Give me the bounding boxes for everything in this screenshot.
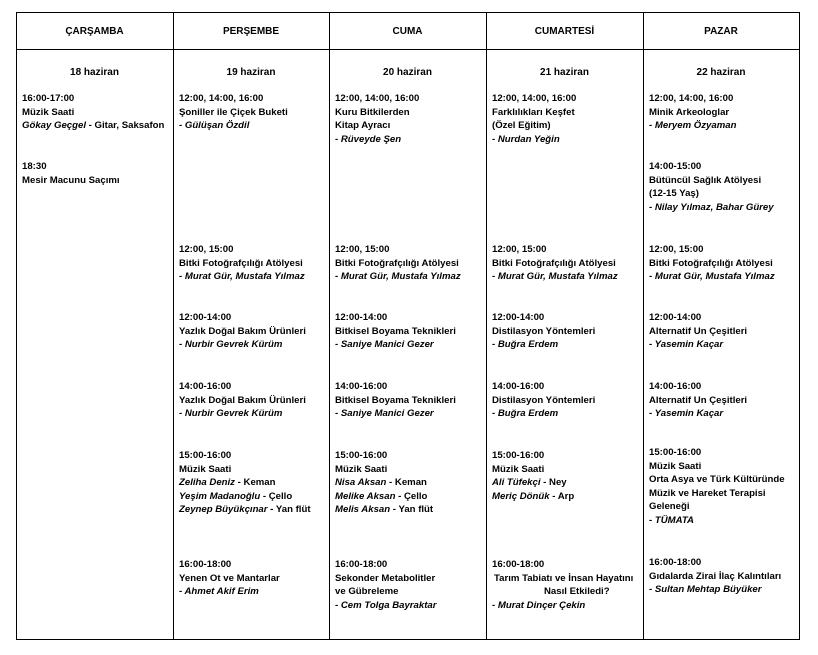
event-title: Distilasyon Yöntemleri [492, 394, 596, 406]
event-title-line2: (12-15 Yaş) [649, 188, 699, 199]
event-time: 12:00-14:00 [335, 312, 388, 323]
event-block [179, 92, 288, 133]
event-block [179, 243, 305, 284]
event-person: - Ahmet Akif Erim [179, 586, 259, 597]
event-title: Müzik Saati [179, 463, 232, 475]
event-title: Şoniller ile Çiçek Buketi [179, 106, 288, 118]
performer-name: Nisa Aksan [335, 477, 387, 488]
performer-name: Zeliha Deniz [179, 477, 235, 488]
column-divider [486, 12, 487, 640]
event-block [179, 311, 306, 352]
event-block [179, 449, 311, 517]
event-time: 12:00-14:00 [492, 312, 545, 323]
event-block [335, 380, 456, 421]
event-person: - Meryem Özyaman [649, 120, 737, 131]
event-block [649, 446, 785, 527]
event-title-line2: Kitap Ayracı [335, 120, 391, 131]
day-header-carsamba: ÇARŞAMBA [65, 26, 124, 37]
event-person: - Nilay Yılmaz, Bahar Gürey [649, 201, 774, 213]
performer-instrument: - Çello [395, 490, 428, 502]
performer-line [179, 476, 311, 490]
event-title: Distilasyon Yöntemleri [492, 325, 596, 337]
event-title: Mesir Macunu Saçımı [22, 174, 120, 186]
performer-name: Gökay Geçgel [22, 120, 86, 131]
performer-instrument: - Yan flüt [390, 504, 434, 515]
event-title-line4: Geleneği [649, 501, 690, 512]
event-block [492, 380, 595, 421]
event-title-line2: Orta Asya ve Türk Kültüründe [649, 474, 785, 485]
event-time: 16:00-18:00 [492, 559, 545, 570]
event-time: 16:00-17:00 [22, 93, 75, 104]
event-block [649, 556, 781, 597]
event-block [335, 243, 461, 284]
performer-instrument: - Yan flüt [267, 504, 311, 515]
column-divider [643, 12, 644, 640]
column-divider [329, 12, 330, 640]
event-time: 16:00-18:00 [649, 557, 702, 568]
performer-line [492, 490, 574, 504]
event-person: - Sultan Mehtap Büyüker [649, 584, 762, 595]
date-label: 20 haziran [383, 67, 432, 78]
event-person: - Murat Dinçer Çekin [492, 599, 586, 611]
event-time: 14:00-16:00 [335, 381, 388, 392]
event-block [492, 92, 576, 146]
event-title-line2: ve Gübreleme [335, 586, 399, 597]
event-person: - Nurbir Gevrek Kürüm [179, 339, 283, 350]
event-person: - TÜMATA [649, 514, 694, 526]
event-time: 16:00-18:00 [335, 559, 388, 570]
performer-instrument: - Keman [234, 477, 276, 488]
event-title: Bitki Fotoğrafçılığı Atölyesi [179, 257, 303, 269]
performer-name: Ali Tüfekçi [492, 477, 541, 488]
event-title: Sekonder Metabolitler [335, 572, 436, 584]
event-title: Bitki Fotoğrafçılığı Atölyesi [649, 257, 773, 269]
event-title: Yazlık Doğal Bakım Ürünleri [179, 325, 306, 337]
performer-line [335, 476, 433, 490]
schedule-table [16, 12, 800, 640]
performer-instrument: - Keman [386, 477, 427, 488]
event-title: Bitki Fotoğrafçılığı Atölyesi [492, 257, 616, 269]
event-person: - Cem Tolga Bayraktar [335, 599, 437, 611]
event-time: 12:00, 15:00 [492, 244, 547, 255]
event-block [649, 311, 747, 352]
event-block [492, 243, 618, 284]
event-block [335, 311, 456, 352]
event-title-line2: (Özel Eğitim) [492, 120, 551, 131]
event-time: 16:00-18:00 [179, 559, 232, 570]
performer-instrument: - Gitar, Saksafon [86, 120, 165, 131]
event-person: - Murat Gür, Mustafa Yılmaz [492, 271, 618, 282]
event-block [649, 92, 736, 133]
event-title: Bitki Fotoğrafçılığı Atölyesi [335, 257, 459, 269]
event-title-line2: Nasıl Etkiledi? [544, 586, 610, 597]
event-person: - Saniye Manici Gezer [335, 339, 434, 350]
performer-name: Yeşim Madanoğlu [179, 490, 261, 502]
event-time: 12:00, 14:00, 16:00 [179, 93, 264, 104]
date-label: 18 haziran [70, 67, 119, 78]
event-title: Gıdalarda Zirai İlaç Kalıntıları [649, 570, 782, 582]
event-title: Bitkisel Boyama Teknikleri [335, 325, 456, 337]
performer-instrument: - Çello [260, 490, 293, 502]
event-time: 12:00, 15:00 [335, 244, 390, 255]
event-time: 12:00, 15:00 [179, 244, 234, 255]
column-divider [799, 12, 800, 640]
event-title: Müzik Saati [649, 460, 702, 472]
event-block [179, 558, 280, 599]
performer-instrument: - Arp [549, 490, 575, 502]
event-block [492, 558, 633, 612]
performer-line [492, 476, 574, 490]
performer-name: Meriç Dönük [492, 490, 550, 502]
table-border-bottom [16, 639, 800, 640]
event-time: 14:00-16:00 [179, 381, 232, 392]
event-block [649, 380, 747, 421]
performer-line [179, 503, 311, 517]
event-block [492, 449, 574, 503]
event-block [492, 311, 595, 352]
event-title-line3: Müzik ve Hareket Terapisi [649, 487, 766, 499]
event-person: - Buğra Erdem [492, 339, 559, 350]
day-header-pazar: PAZAR [704, 26, 738, 37]
event-person: - Saniye Manici Gezer [335, 408, 434, 419]
event-title: Müzik Saati [335, 463, 388, 475]
event-title: Bitkisel Boyama Teknikleri [335, 394, 456, 406]
event-title: Alternatif Un Çeşitleri [649, 394, 748, 406]
day-header-cumartesi: CUMARTESİ [534, 26, 595, 37]
event-title: Yazlık Doğal Bakım Ürünleri [179, 394, 306, 406]
event-time: 14:00-15:00 [649, 161, 702, 172]
event-person: - Nurbir Gevrek Kürüm [179, 408, 283, 419]
event-time: 14:00-16:00 [492, 381, 545, 392]
event-time: 12:00, 14:00, 16:00 [335, 93, 420, 104]
performer-name: Melis Aksan [335, 504, 391, 515]
day-header-cuma: CUMA [392, 26, 423, 37]
event-person: - Yasemin Kaçar [649, 339, 724, 350]
performer-name: Zeynep Büyükçınar [179, 504, 268, 515]
event-time: 12:00, 14:00, 16:00 [492, 93, 577, 104]
event-title: Yenen Ot ve Mantarlar [179, 572, 280, 584]
event-title: Kuru Bitkilerden [335, 106, 410, 118]
event-block [22, 92, 164, 133]
event-time: 15:00-16:00 [335, 450, 388, 461]
event-person: - Buğra Erdem [492, 408, 559, 419]
event-time: 12:00-14:00 [649, 312, 702, 323]
performer-name: Melike Aksan [335, 490, 396, 502]
day-header-persembe: PERŞEMBE [222, 26, 280, 37]
event-title: Minik Arkeologlar [649, 106, 730, 118]
event-block [335, 449, 433, 517]
event-person: - Murat Gür, Mustafa Yılmaz [649, 271, 775, 282]
event-time: 12:00, 15:00 [649, 244, 704, 255]
event-person: - Murat Gür, Mustafa Yılmaz [179, 271, 305, 282]
event-time: 14:00-16:00 [649, 381, 702, 392]
event-person: - Murat Gür, Mustafa Yılmaz [335, 271, 461, 282]
event-block [22, 160, 120, 187]
event-block [649, 160, 774, 214]
event-time: 12:00, 14:00, 16:00 [649, 93, 734, 104]
event-person: - Nurdan Yeğin [492, 133, 560, 145]
event-title: Müzik Saati [492, 463, 545, 475]
performer-line [335, 490, 433, 504]
event-title: Farklılıkları Keşfet [492, 106, 575, 118]
event-block [335, 558, 436, 612]
event-block [179, 380, 306, 421]
date-label: 22 haziran [696, 67, 746, 78]
header-divider [16, 49, 800, 50]
performer-line [179, 490, 311, 504]
event-person: - Gülüşan Özdil [179, 120, 250, 131]
event-title: Bütüncül Sağlık Atölyesi [649, 174, 762, 186]
column-divider [173, 12, 174, 640]
event-time: 15:00-16:00 [492, 450, 545, 461]
event-block [649, 243, 775, 284]
event-time: 12:00-14:00 [179, 312, 232, 323]
date-label: 21 haziran [540, 67, 589, 78]
event-person: - Rüveyde Şen [335, 133, 402, 145]
event-title: Tarım Tabiatı ve İnsan Hayatını [494, 572, 634, 584]
date-label: 19 haziran [226, 67, 276, 78]
table-border-top [16, 12, 800, 13]
performer-line [335, 503, 433, 517]
event-block [335, 92, 419, 146]
event-time: 15:00-16:00 [649, 447, 702, 458]
event-person: - Yasemin Kaçar [649, 408, 724, 419]
column-divider [16, 12, 17, 640]
event-time: 18:30 [22, 161, 47, 172]
event-title: Alternatif Un Çeşitleri [649, 325, 748, 337]
performer-instrument: - Ney [540, 477, 567, 488]
performer-line [22, 119, 164, 133]
event-time: 15:00-16:00 [179, 450, 232, 461]
event-title: Müzik Saati [22, 106, 75, 118]
